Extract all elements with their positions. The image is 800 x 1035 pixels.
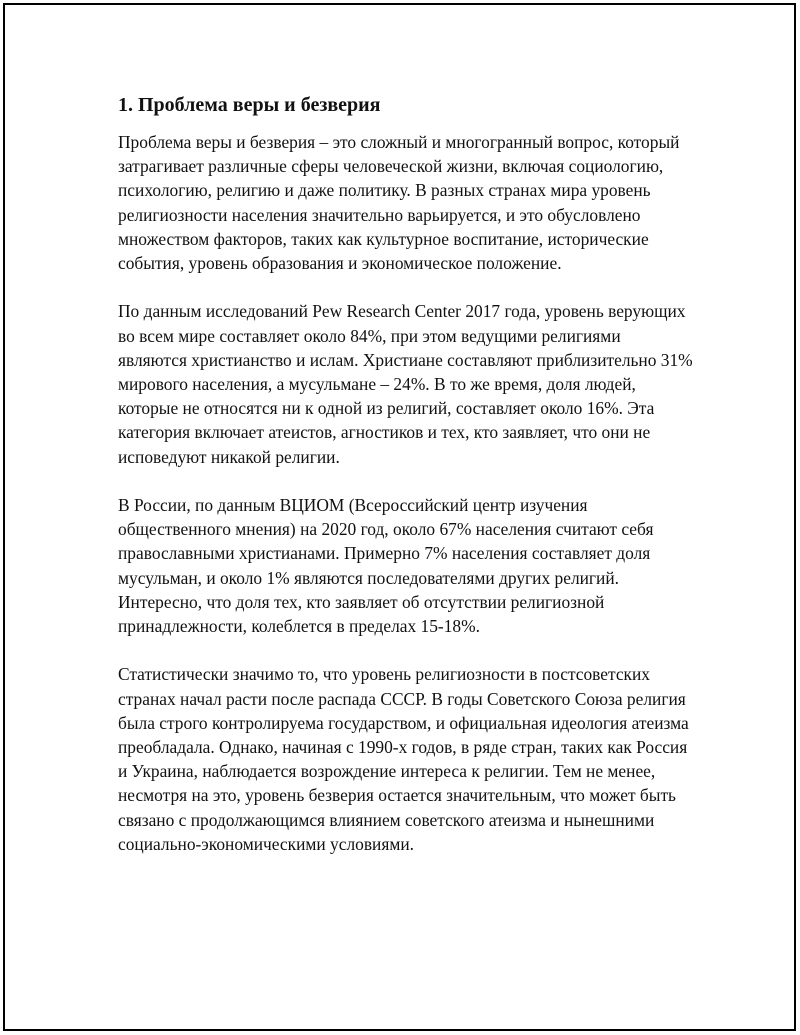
paragraph-4: Статистически значимо то, что уровень религиозности в постсоветских странах начал расти после распада СССР. В годы Советского Союза религия была строго контролируема государством, и официальная идеология атеизма преобладала. Однако, начиная с 1990-х годов, в ряде стран, таких как Россия и Украина, наблюдается возрождение интереса к религии. Тем не менее, несмотря на это, уровень безверия остается значительным, что может быть связано с продолжающимся влиянием советского атеизма и нынешними социально-экономическими условиями.: [118, 664, 689, 854]
section-title: 1. Проблема веры и безверия: [118, 94, 381, 116]
paragraph-2: По данным исследований Pew Research Center 2017 года, уровень верующих во всем мире составляет около 84%, при этом ведущими религиями являются христианство и ислам. Христиане составляют приблизительно 31% мирового населения, а мусульмане – 24%. В то же время, доля людей, которые не относятся ни к одной из религий, составляет около 16%. Эта категория включает атеистов, агностиков и тех, кто заявляет, что они не исповедуют никакой религии.: [118, 301, 693, 467]
paragraph-1: Проблема веры и безверия – это сложный и многогранный вопрос, который затрагивает различные сферы человеческой жизни, включая социологию, психологию, религию и даже политику. В разных странах мира уровень религиозности населения значительно варьируется, и это обусловлено множеством факторов, таких как культурное воспитание, исторические события, уровень образования и экономическое положение.: [118, 132, 680, 274]
paragraph-3: В России, по данным ВЦИОМ (Всероссийский центр изучения общественного мнения) на 2020 год, около 67% населения считают себя православными христианами. Примерно 7% населения составляет доля мусульман, и около 1% являются последователями других религий. Интересно, что доля тех, кто заявляет об отсутствии религиозной принадлежности, колеблется в пределах 15-18%.: [118, 495, 654, 637]
document-body: [118, 92, 693, 880]
